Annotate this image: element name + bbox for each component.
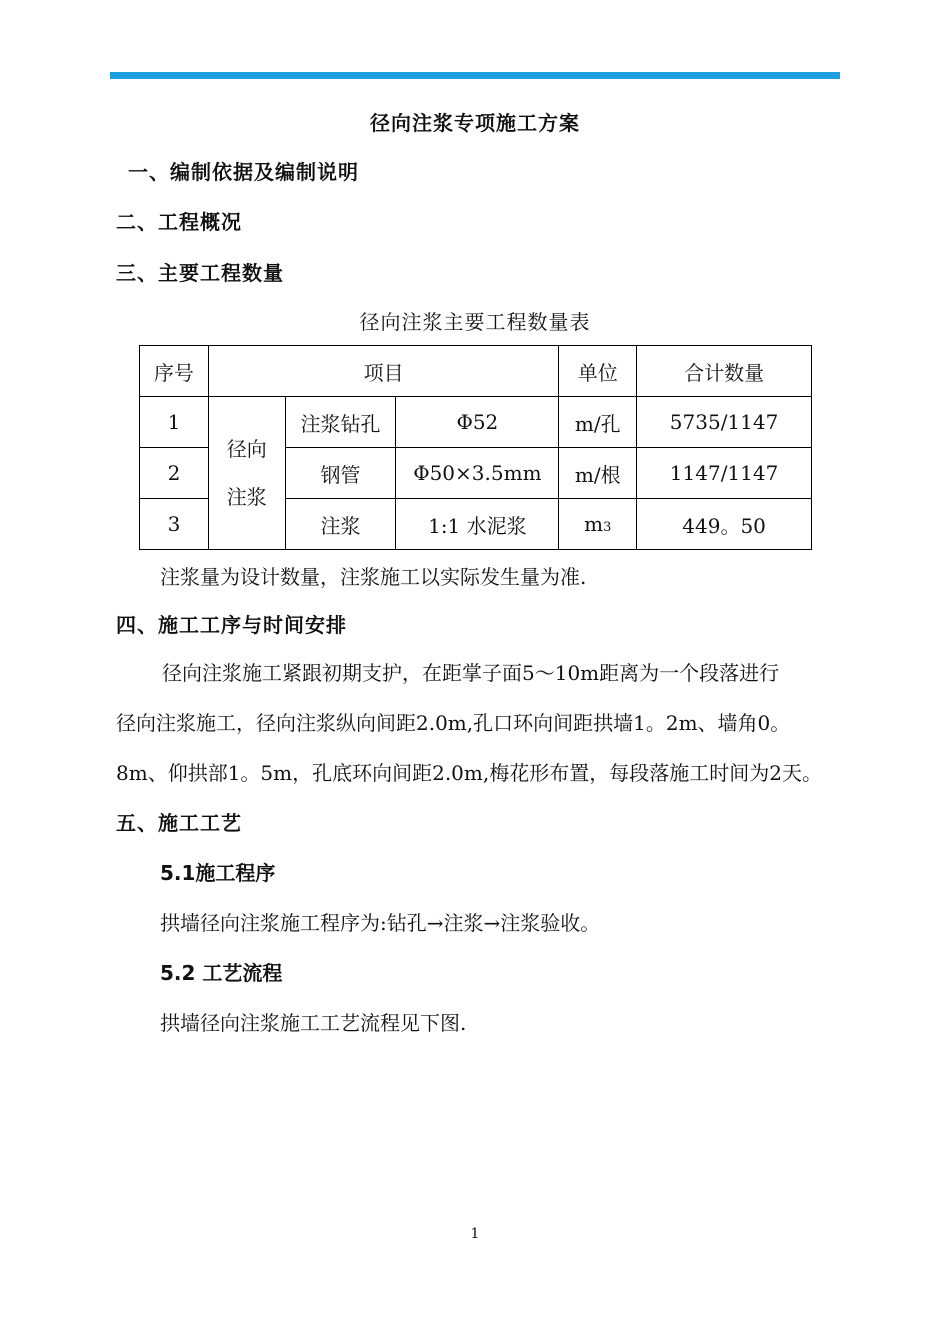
cell-seq: 3 xyxy=(140,499,209,550)
unit-superscript: 3 xyxy=(603,520,612,535)
cell-name: 钢管 xyxy=(285,448,396,499)
paragraph-line: 8m、仰拱部1。5m，孔底环向间距2.0m,梅花形布置，每段落施工时间为2天。 xyxy=(116,761,822,785)
subsection-heading-5-2: 5.2 工艺流程 xyxy=(160,961,283,985)
table-row xyxy=(140,397,812,448)
cell-seq: 2 xyxy=(140,448,209,499)
unit-text: m xyxy=(584,512,604,536)
paragraph-5-1: 拱墙径向注浆施工程序为:钻孔→注浆→注浆验收。 xyxy=(160,911,601,935)
group-label-line-2: 注浆 xyxy=(226,485,267,509)
table-caption: 径向注浆主要工程数量表 xyxy=(359,310,591,334)
paragraph-line: 径向注浆施工紧跟初期支护，在距掌子面5～10m距离为一个段落进行 xyxy=(162,661,780,685)
cell-unit: m/根 xyxy=(559,448,637,499)
cell-name: 注浆钻孔 xyxy=(285,397,396,448)
cell-unit xyxy=(559,499,637,550)
cell-total: 1147/1147 xyxy=(637,448,812,499)
section-heading-2: 二、工程概况 xyxy=(116,210,242,234)
section-heading-5: 五、施工工艺 xyxy=(116,811,242,835)
section-heading-4: 四、施工工序与时间安排 xyxy=(116,613,347,637)
document-title: 径向注浆专项施工方案 xyxy=(370,111,580,135)
quantity-table xyxy=(139,345,812,550)
cell-spec: Φ50×3.5mm xyxy=(396,448,559,499)
header-seq: 序号 xyxy=(140,346,209,397)
paragraph-line: 径向注浆施工，径向注浆纵向间距2.0m,孔口环向间距拱墙1。2m、墙角0。 xyxy=(116,711,791,735)
cell-spec: 1:1 水泥浆 xyxy=(396,499,559,550)
header-rule xyxy=(110,72,840,79)
table-note: 注浆量为设计数量，注浆施工以实际发生量为准. xyxy=(160,565,587,589)
cell-group-label xyxy=(208,397,285,550)
header-total: 合计数量 xyxy=(637,346,812,397)
cell-total: 449。50 xyxy=(637,499,812,550)
cell-unit: m/孔 xyxy=(559,397,637,448)
cell-spec: Φ52 xyxy=(396,397,559,448)
cell-name: 注浆 xyxy=(285,499,396,550)
header-item: 项目 xyxy=(208,346,558,397)
header-unit: 单位 xyxy=(559,346,637,397)
cell-seq: 1 xyxy=(140,397,209,448)
subsection-heading-5-1: 5.1施工程序 xyxy=(160,861,276,885)
cell-total: 5735/1147 xyxy=(637,397,812,448)
group-label-line-1: 径向 xyxy=(226,437,267,461)
table-header-row xyxy=(140,346,812,397)
page-number: 1 xyxy=(470,1226,480,1242)
paragraph-5-2: 拱墙径向注浆施工工艺流程见下图. xyxy=(160,1011,467,1035)
section-heading-3: 三、主要工程数量 xyxy=(116,261,284,285)
section-heading-1: 一、编制依据及编制说明 xyxy=(128,160,359,184)
